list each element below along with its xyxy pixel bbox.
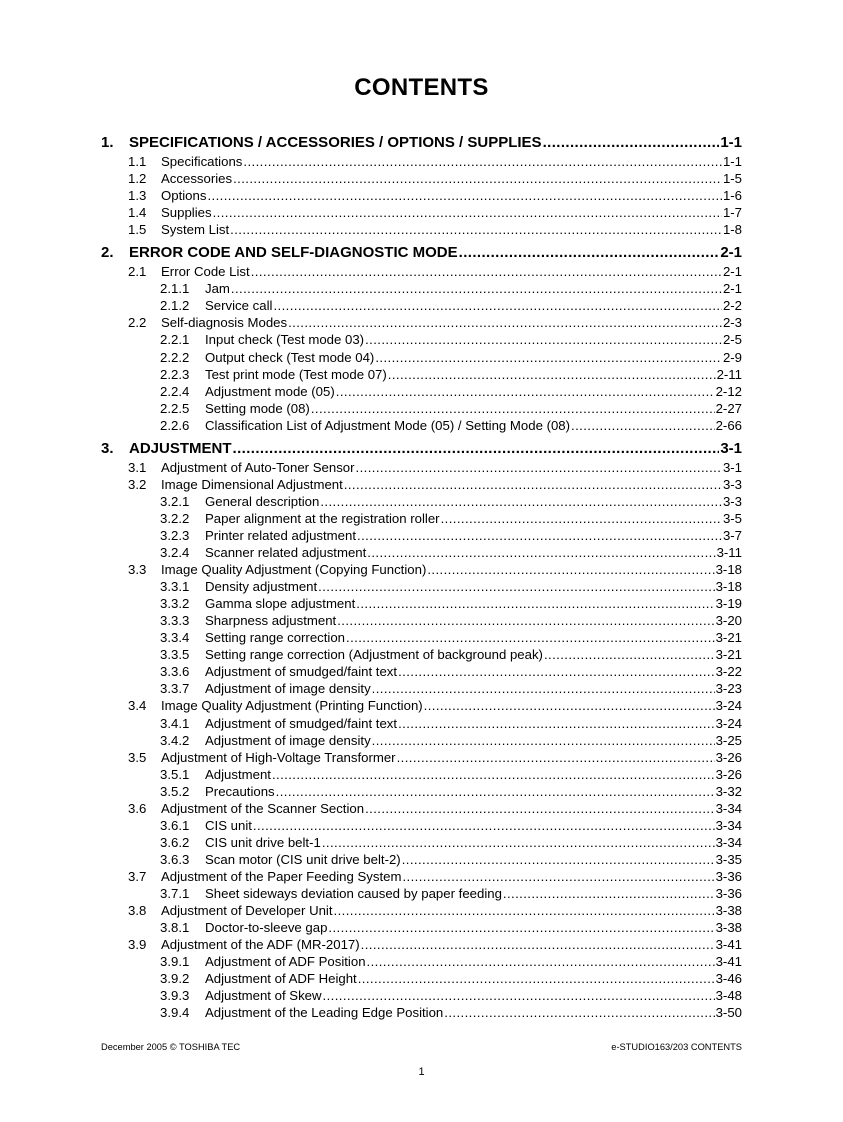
toc-entry-title: Adjustment of Developer Unit xyxy=(161,903,333,919)
dot-leader xyxy=(544,646,715,663)
toc-entry-number: 2.2 xyxy=(128,315,147,331)
toc-entry-title: Scanner related adjustment xyxy=(205,545,367,560)
toc-entry-3-6-1[interactable] xyxy=(160,817,742,834)
toc-entry-page: 2-5 xyxy=(722,332,742,348)
toc-entry-page: 3-11 xyxy=(716,545,742,560)
toc-entry-2-2-5[interactable] xyxy=(160,400,742,417)
toc-entry-page: 1-8 xyxy=(722,222,742,238)
toc-entry-page: 3-1 xyxy=(722,459,742,475)
toc-entry-page: 1-6 xyxy=(722,188,742,204)
toc-entry-page: 3-26 xyxy=(715,749,742,765)
toc-entry-page: 3-34 xyxy=(715,834,742,850)
toc-entry-page: 2-66 xyxy=(715,417,742,433)
toc-entry-1-1[interactable] xyxy=(128,153,742,170)
toc-entry-page: 3-41 xyxy=(715,937,742,953)
toc-entry-number: 2.2.5 xyxy=(160,400,190,416)
toc-entry-page: 3-38 xyxy=(715,903,742,919)
dot-leader xyxy=(253,817,715,834)
toc-entry-title: Classification List of Adjustment Mode (05) / Setting Mode (08) xyxy=(205,417,571,433)
toc-entry-1[interactable] xyxy=(101,133,742,152)
toc-entry-title: Test print mode (Test mode 07) xyxy=(205,366,387,382)
toc-entry-title: CIS unit xyxy=(205,817,252,833)
toc-entry-title: ERROR CODE AND SELF-DIAGNOSTIC MODE xyxy=(129,244,458,262)
toc-entry-number: 3.6.1 xyxy=(160,817,190,833)
toc-entry-page: 3-3 xyxy=(722,493,742,509)
toc-entry-3[interactable] xyxy=(101,439,742,458)
dot-leader xyxy=(318,578,714,595)
dot-leader xyxy=(571,417,715,434)
dot-leader xyxy=(543,133,720,152)
dot-leader xyxy=(365,331,722,348)
toc-entry-number: 3.3.2 xyxy=(160,596,190,612)
toc-entry-number: 3.9.1 xyxy=(160,954,190,970)
toc-entry-page: 3-25 xyxy=(715,732,742,748)
toc-entry-page: 1-1 xyxy=(720,134,742,151)
toc-entry-title: SPECIFICATIONS / ACCESSORIES / OPTIONS / SUPPLIES xyxy=(129,134,542,151)
toc-entry-page: 3-34 xyxy=(715,800,742,816)
toc-entry-title: Setting range correction (Adjustment of background peak) xyxy=(205,647,543,663)
toc-entry-3-7-1[interactable] xyxy=(160,885,742,902)
toc-entry-1-5[interactable] xyxy=(128,221,742,238)
toc-entry-number: 1.4 xyxy=(128,205,147,221)
toc-entry-3-6-2[interactable] xyxy=(160,834,742,851)
footer-right: e-STUDIO163/203 CONTENTS xyxy=(611,1042,742,1052)
dot-leader xyxy=(402,851,715,868)
dot-leader xyxy=(398,663,715,680)
toc-entry-title: Image Dimensional Adjustment xyxy=(161,476,343,492)
toc-entry-title: System List xyxy=(161,222,230,238)
toc-entry-number: 3.2 xyxy=(128,476,147,492)
toc-entry-title: Adjustment of High-Voltage Transformer xyxy=(161,749,396,765)
dot-leader xyxy=(322,834,715,851)
dot-leader xyxy=(276,783,715,800)
toc-entry-title: Specifications xyxy=(161,154,243,169)
toc-entry-3-9-2[interactable] xyxy=(160,970,742,987)
toc-entry-number: 3.3.1 xyxy=(160,579,190,595)
toc-entry-number: 3.3.5 xyxy=(160,647,190,663)
toc-entry-page: 3-48 xyxy=(715,988,742,1004)
dot-leader xyxy=(272,766,715,783)
toc-entry-3-2-4[interactable] xyxy=(160,544,742,561)
toc-entry-3-9-4[interactable] xyxy=(160,1004,742,1021)
dot-leader xyxy=(427,561,714,578)
toc-entry-2-2-2[interactable] xyxy=(160,349,742,366)
dot-leader xyxy=(375,349,722,366)
dot-leader xyxy=(311,400,715,417)
toc-entry-title: Adjustment of the Leading Edge Position xyxy=(205,1005,444,1021)
dot-leader xyxy=(243,153,722,170)
toc-entry-number: 3.3 xyxy=(128,562,147,578)
toc-entry-number: 3.6 xyxy=(128,800,147,816)
toc-entry-title: CIS unit drive belt-1 xyxy=(205,834,321,850)
toc-entry-3-5-2[interactable] xyxy=(160,783,742,800)
toc-entry-title: Gamma slope adjustment xyxy=(205,596,356,612)
dot-leader xyxy=(323,987,715,1004)
toc-entry-title: Image Quality Adjustment (Printing Function) xyxy=(161,698,423,714)
dot-leader xyxy=(361,936,715,953)
toc-entry-number: 3.3.3 xyxy=(160,613,190,629)
toc-entry-2-2[interactable] xyxy=(128,314,742,331)
toc-entry-number: 2.1 xyxy=(128,264,147,280)
toc-entry-title: Adjustment of smudged/faint text xyxy=(205,715,398,731)
toc-entry-3-3-1[interactable] xyxy=(160,578,742,595)
toc-entry-page: 3-21 xyxy=(715,647,742,663)
toc-entry-title: General description xyxy=(205,493,320,509)
toc-entry-title: Adjustment of smudged/faint text xyxy=(205,664,398,680)
toc-entry-title: Adjustment of Auto-Toner Sensor xyxy=(161,459,355,475)
toc-entry-title: Image Quality Adjustment (Copying Function) xyxy=(161,562,427,578)
toc-entry-title: Paper alignment at the registration roller xyxy=(205,510,440,526)
toc-entry-title: Accessories xyxy=(161,171,233,187)
toc-entry-number: 3.5 xyxy=(128,749,147,765)
toc-entry-number: 3.2.4 xyxy=(160,545,190,560)
dot-leader xyxy=(444,1004,714,1021)
toc-entry-2-2-6[interactable] xyxy=(160,417,742,434)
toc-entry-page: 2-1 xyxy=(722,281,742,297)
toc-entry-1-2[interactable] xyxy=(128,170,742,187)
dot-leader xyxy=(336,383,715,400)
dot-leader xyxy=(207,187,721,204)
toc-entry-title: Precautions xyxy=(205,783,275,799)
toc-entry-number: 3.9.3 xyxy=(160,988,190,1004)
toc-entry-2-1[interactable] xyxy=(128,263,742,280)
toc-entry-3-6[interactable] xyxy=(128,800,742,817)
dot-leader xyxy=(424,697,715,714)
toc-entry-page: 3-38 xyxy=(715,920,742,936)
toc-entry-1-4[interactable] xyxy=(128,204,742,221)
toc-entry-page: 2-12 xyxy=(715,383,742,399)
toc-entry-number: 3.4.2 xyxy=(160,732,190,748)
toc-entry-page: 3-32 xyxy=(715,783,742,799)
toc-entry-number: 3.3.6 xyxy=(160,664,190,680)
dot-leader xyxy=(503,885,715,902)
toc-entry-title: ADJUSTMENT xyxy=(129,439,232,457)
toc-entry-page: 3-24 xyxy=(715,698,742,714)
toc-entry-title: Options xyxy=(161,188,207,204)
toc-entry-title: Error Code List xyxy=(161,264,250,280)
toc-entry-number: 3.9.4 xyxy=(160,1005,190,1021)
toc-entry-title: Adjustment of ADF Height xyxy=(205,971,357,987)
toc-entry-number: 2.2.2 xyxy=(160,349,190,365)
dot-leader xyxy=(402,868,714,885)
dot-leader xyxy=(365,800,715,817)
toc-entry-title: Adjustment of ADF Position xyxy=(205,954,366,970)
toc-entry-title: Adjustment of image density xyxy=(205,732,371,748)
toc-entry-title: Adjustment mode (05) xyxy=(205,383,335,399)
toc-entry-number: 3.2.1 xyxy=(160,493,190,509)
page-number: 1 xyxy=(418,1066,425,1078)
toc-entry-page: 3-18 xyxy=(715,579,742,595)
dot-leader xyxy=(356,459,722,476)
toc-entry-page: 2-1 xyxy=(722,264,742,280)
toc-entry-3-2[interactable] xyxy=(128,476,742,493)
dot-leader xyxy=(233,439,720,458)
toc-entry-number: 3.3.7 xyxy=(160,681,190,697)
toc-entry-page: 3-23 xyxy=(715,681,742,697)
toc-entry-number: 3.6.2 xyxy=(160,834,190,850)
toc-entry-number: 2.2.1 xyxy=(160,332,190,348)
toc-entry-number: 1.1 xyxy=(128,154,147,169)
dot-leader xyxy=(367,953,715,970)
toc-entry-2-2-3[interactable] xyxy=(160,366,742,383)
toc-entry-title: Self-diagnosis Modes xyxy=(161,315,288,331)
toc-entry-3-3-2[interactable] xyxy=(160,595,742,612)
toc-entry-3-2-2[interactable] xyxy=(160,510,742,527)
dot-leader xyxy=(213,204,722,221)
toc-entry-number: 2.2.6 xyxy=(160,417,190,433)
toc-entry-title: Doctor-to-sleeve gap xyxy=(205,920,328,936)
toc-entry-page: 3-41 xyxy=(715,954,742,970)
toc-entry-number: 3.4 xyxy=(128,698,147,714)
toc-entry-title: Service call xyxy=(205,298,273,314)
toc-entry-page: 3-50 xyxy=(715,1005,742,1021)
toc-entry-2-2-1[interactable] xyxy=(160,331,742,348)
toc-entry-number: 3.8 xyxy=(128,903,147,919)
toc-entry-page: 3-5 xyxy=(722,510,742,526)
toc-entry-title: Scan motor (CIS unit drive belt-2) xyxy=(205,851,401,867)
toc-entry-3-3-5[interactable] xyxy=(160,646,742,663)
toc-entry-number: 3.9 xyxy=(128,937,147,953)
toc-entry-title: Adjustment of Skew xyxy=(205,988,322,1004)
dot-leader xyxy=(398,715,715,732)
dot-leader xyxy=(230,221,722,238)
toc-entry-3-5-1[interactable] xyxy=(160,766,742,783)
toc-entry-page: 3-19 xyxy=(715,596,742,612)
toc-entry-3-5[interactable] xyxy=(128,749,742,766)
toc-entry-number: 2.2.4 xyxy=(160,383,190,399)
toc-entry-3-3-3[interactable] xyxy=(160,612,742,629)
toc-entry-page: 3-36 xyxy=(715,868,742,884)
toc-entry-page: 2-1 xyxy=(720,244,742,262)
toc-entry-1-3[interactable] xyxy=(128,187,742,204)
toc-entry-page: 2-27 xyxy=(715,400,742,416)
toc-entry-page: 3-22 xyxy=(715,664,742,680)
toc-entry-title: Jam xyxy=(205,281,230,297)
toc-entry-number: 3.8.1 xyxy=(160,920,190,936)
toc-entry-page: 3-7 xyxy=(722,527,742,543)
dot-leader xyxy=(320,493,722,510)
toc-entry-page: 3-1 xyxy=(720,439,742,457)
dot-leader xyxy=(251,263,722,280)
dot-leader xyxy=(346,629,715,646)
toc-entry-3-1[interactable] xyxy=(128,459,742,476)
toc-entry-3-3-6[interactable] xyxy=(160,663,742,680)
dot-leader xyxy=(357,527,722,544)
toc-entry-number: 3.7.1 xyxy=(160,886,190,901)
footer-left: December 2005 © TOSHIBA TEC xyxy=(101,1042,241,1052)
toc-entry-title: Adjustment xyxy=(205,766,271,782)
toc-entry-title: Adjustment of image density xyxy=(205,681,371,697)
dot-leader xyxy=(356,595,714,612)
toc-entry-page: 1-1 xyxy=(722,154,742,169)
toc-entry-page: 3-3 xyxy=(722,476,742,492)
toc-entry-title: Supplies xyxy=(161,205,212,221)
dot-leader xyxy=(337,612,714,629)
toc-entry-page: 3-35 xyxy=(715,851,742,867)
toc-entry-3-4[interactable] xyxy=(128,697,742,714)
toc-entry-title: Adjustment of the Paper Feeding System xyxy=(161,868,402,884)
toc-entry-number: 3.3.4 xyxy=(160,630,190,646)
toc-entry-page: 3-24 xyxy=(715,715,742,731)
toc-entry-page: 3-18 xyxy=(715,562,742,578)
toc-entry-title: Setting range correction xyxy=(205,630,346,646)
toc-entry-title: Adjustment of the Scanner Section xyxy=(161,800,365,816)
dot-leader xyxy=(372,680,715,697)
dot-leader xyxy=(288,314,722,331)
toc-entry-3-2-1[interactable] xyxy=(160,493,742,510)
toc-entry-number: 3.5.2 xyxy=(160,783,190,799)
toc-entry-3-8-1[interactable] xyxy=(160,919,742,936)
toc-entry-3-8[interactable] xyxy=(128,902,742,919)
toc-entry-3-3-7[interactable] xyxy=(160,680,742,697)
toc-entry-3-9-3[interactable] xyxy=(160,987,742,1004)
toc-entry-title: Sheet sideways deviation caused by paper feeding xyxy=(205,886,502,901)
toc-entry-number: 2.1.1 xyxy=(160,281,190,297)
dot-leader xyxy=(459,243,720,262)
toc-entry-page: 2-9 xyxy=(722,349,742,365)
toc-entry-title: Density adjustment xyxy=(205,579,318,595)
toc-entry-number: 2. xyxy=(101,244,114,262)
toc-entry-3-6-3[interactable] xyxy=(160,851,742,868)
toc-entry-page: 3-34 xyxy=(715,817,742,833)
page-title: CONTENTS xyxy=(354,74,489,101)
toc-entry-2-1-1[interactable] xyxy=(160,280,742,297)
toc-entry-3-9-1[interactable] xyxy=(160,953,742,970)
toc-entry-title: Printer related adjustment xyxy=(205,527,356,543)
dot-leader xyxy=(367,544,715,561)
toc-entry-page: 3-21 xyxy=(715,630,742,646)
dot-leader xyxy=(233,170,722,187)
toc-entry-3-3[interactable] xyxy=(128,561,742,578)
dot-leader xyxy=(372,732,715,749)
toc-entry-page: 2-2 xyxy=(722,298,742,314)
toc-entry-page: 3-46 xyxy=(715,971,742,987)
toc-entry-title: Input check (Test mode 03) xyxy=(205,332,365,348)
toc-entry-3-3-4[interactable] xyxy=(160,629,742,646)
dot-leader xyxy=(334,902,715,919)
dot-leader xyxy=(358,970,715,987)
dot-leader xyxy=(344,476,722,493)
toc-entry-3-4-2[interactable] xyxy=(160,732,742,749)
toc-entry-title: Setting mode (08) xyxy=(205,400,310,416)
dot-leader xyxy=(231,280,722,297)
toc-entry-number: 1.2 xyxy=(128,171,147,187)
toc-entry-page: 3-20 xyxy=(715,613,742,629)
toc-entry-number: 1.5 xyxy=(128,222,147,238)
toc-entry-number: 3.6.3 xyxy=(160,851,190,867)
toc-entry-2-2-4[interactable] xyxy=(160,383,742,400)
dot-leader xyxy=(388,366,716,383)
toc-entry-number: 3.5.1 xyxy=(160,766,190,782)
toc-entry-2[interactable] xyxy=(101,243,742,262)
dot-leader xyxy=(441,510,722,527)
toc-entry-number: 2.1.2 xyxy=(160,298,190,314)
toc-entry-page: 3-36 xyxy=(715,886,742,901)
toc-entry-title: Sharpness adjustment xyxy=(205,613,337,629)
toc-entry-number: 3.9.2 xyxy=(160,971,190,987)
toc-entry-3-4-1[interactable] xyxy=(160,715,742,732)
toc-entry-title: Adjustment of the ADF (MR-2017) xyxy=(161,937,360,953)
toc-entry-3-7[interactable] xyxy=(128,868,742,885)
dot-leader xyxy=(397,749,715,766)
toc-entry-number: 3.1 xyxy=(128,459,147,475)
toc-entry-number: 3.7 xyxy=(128,868,147,884)
toc-entry-2-1-2[interactable] xyxy=(160,297,742,314)
toc-entry-page: 1-7 xyxy=(722,205,742,221)
toc-entry-3-2-3[interactable] xyxy=(160,527,742,544)
dot-leader xyxy=(273,297,722,314)
toc-entry-page: 3-26 xyxy=(715,766,742,782)
toc-entry-page: 2-11 xyxy=(716,366,742,382)
toc-entry-number: 3. xyxy=(101,439,114,457)
toc-entry-title: Output check (Test mode 04) xyxy=(205,349,375,365)
toc-entry-page: 1-5 xyxy=(722,171,742,187)
toc-entry-page: 2-3 xyxy=(722,315,742,331)
toc-entry-number: 2.2.3 xyxy=(160,366,190,382)
toc-entry-number: 1.3 xyxy=(128,188,147,204)
toc-entry-3-9[interactable] xyxy=(128,936,742,953)
toc-entry-number: 3.2.2 xyxy=(160,510,190,526)
toc-entry-number: 3.2.3 xyxy=(160,527,190,543)
toc-entry-number: 3.4.1 xyxy=(160,715,190,731)
toc-entry-number: 1. xyxy=(101,134,114,151)
dot-leader xyxy=(328,919,714,936)
